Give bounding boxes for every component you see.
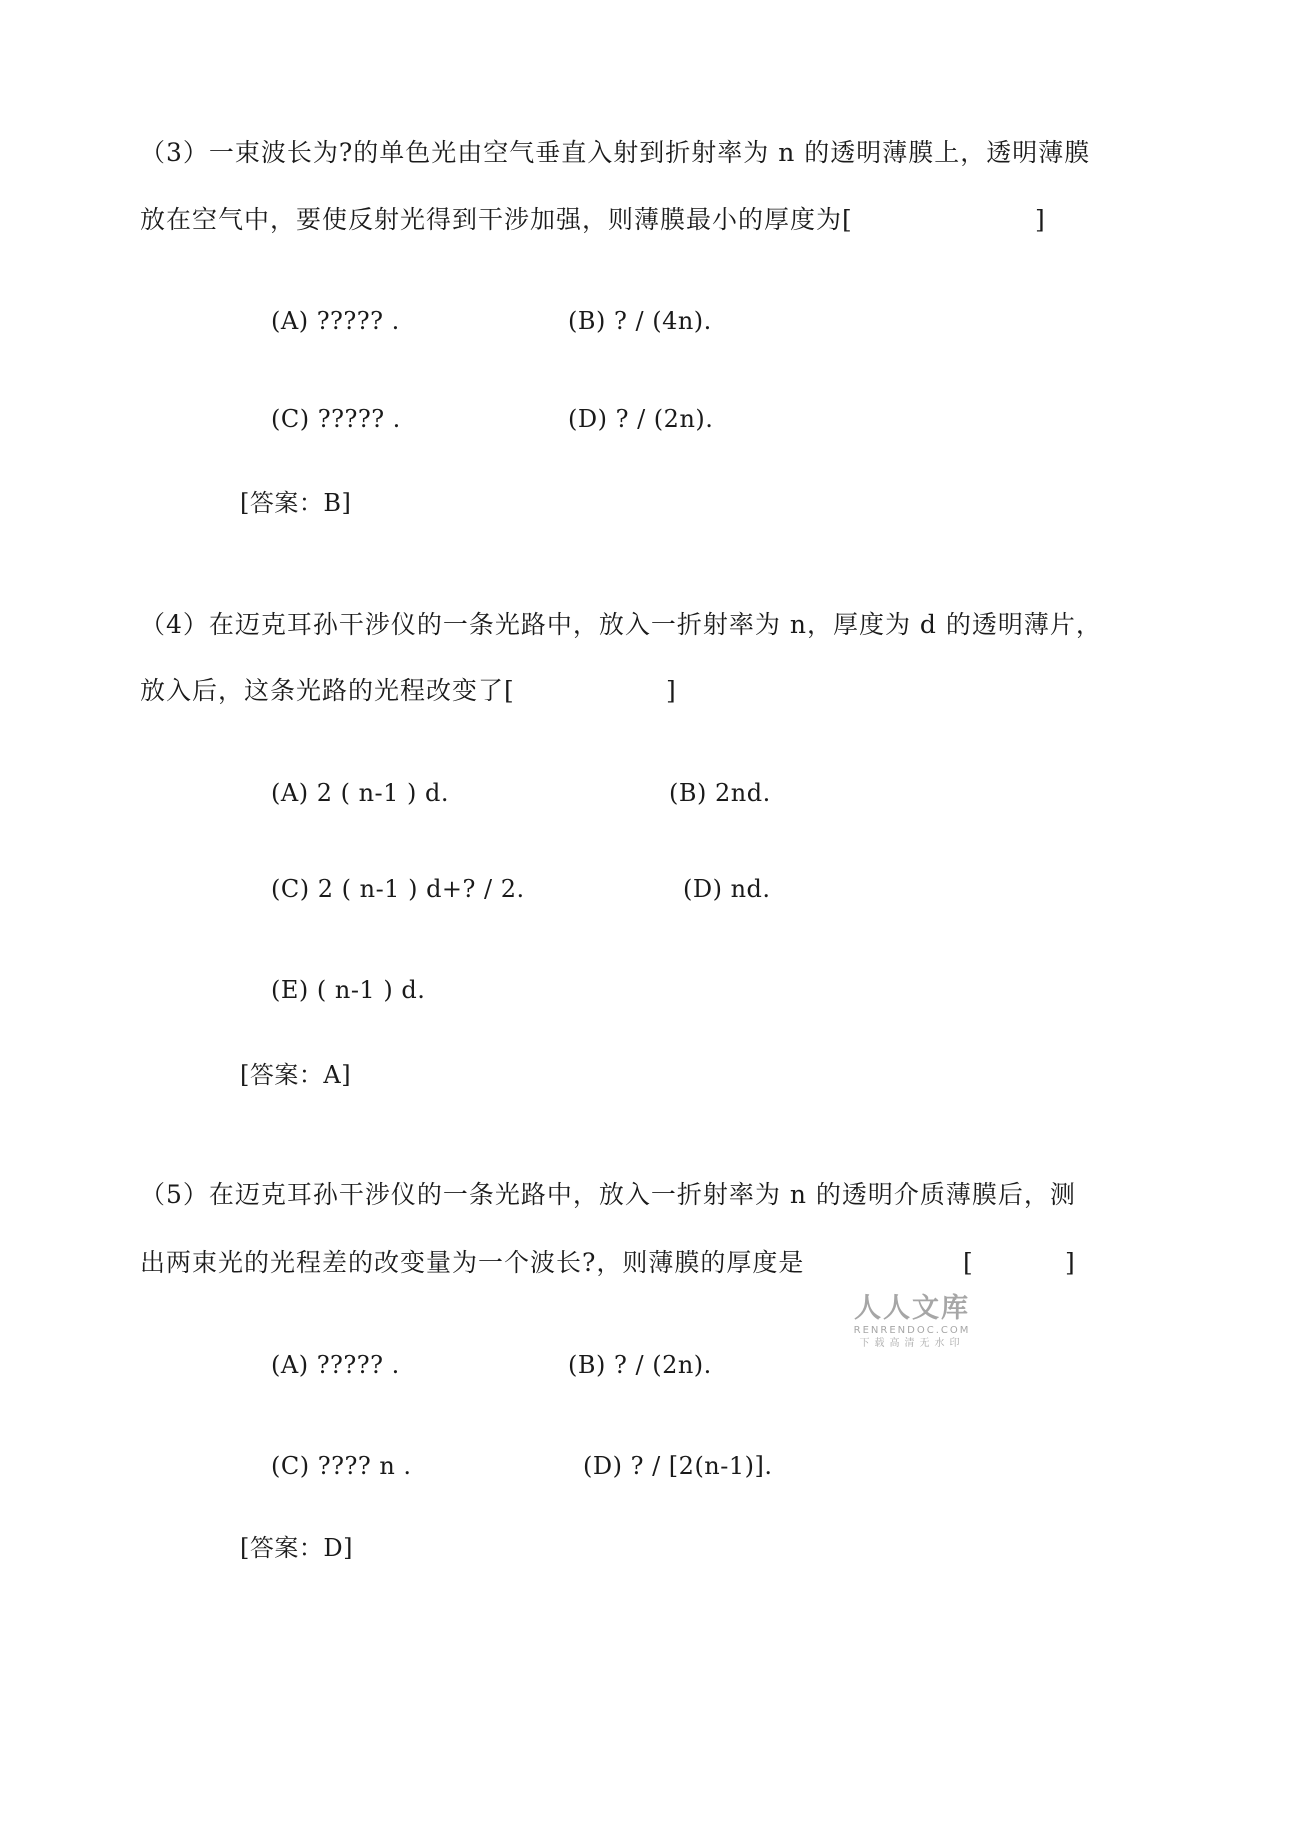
- q5-bracket-open: [: [963, 1248, 973, 1277]
- q5-option-a: (A) ????? .: [271, 1351, 400, 1379]
- q3-line1: （3）一束波长为?的单色光由空气垂直入射到折射率为 n 的透明薄膜上，透明薄膜: [140, 138, 1091, 167]
- q4-option-a: (A) 2 ( n-1 ) d.: [271, 779, 450, 807]
- q3-answer: [答案：B]: [240, 489, 352, 517]
- q5-option-b: (B) ? / (2n).: [568, 1351, 712, 1379]
- q3-option-b: (B) ? / (4n).: [568, 307, 712, 335]
- q4-option-b: (B) 2nd.: [669, 779, 771, 807]
- q3-option-a: (A) ????? .: [271, 307, 400, 335]
- q5-answer: [答案：D]: [240, 1534, 353, 1562]
- q5-option-d: (D) ? / [2(n-1)].: [583, 1452, 773, 1480]
- watermark-title: 人人文库: [854, 1293, 970, 1324]
- watermark-subtitle: 下载高清无水印: [859, 1338, 965, 1349]
- q4-option-e: (E) ( n-1 ) d.: [271, 976, 426, 1004]
- q5-line1: （5）在迈克耳孙干涉仪的一条光路中，放入一折射率为 n 的透明介质薄膜后，测: [140, 1180, 1076, 1209]
- q4-answer: [答案：A]: [240, 1061, 352, 1089]
- q5-line2: 出两束光的光程差的改变量为一个波长?，则薄膜的厚度是: [140, 1248, 805, 1277]
- q5-option-c: (C) ???? n .: [271, 1452, 412, 1480]
- q5-bracket-close: ]: [1065, 1248, 1075, 1277]
- q4-option-c: (C) 2 ( n-1 ) d+? / 2.: [271, 875, 525, 903]
- q4-line1: （4）在迈克耳孙干涉仪的一条光路中，放入一折射率为 n，厚度为 d 的透明薄片，: [140, 610, 1102, 639]
- q3-option-d: (D) ? / (2n).: [568, 405, 714, 433]
- renrendoc-watermark: [842, 1293, 982, 1350]
- q4-line2: 放入后，这条光路的光程改变了[: [140, 676, 515, 705]
- q3-bracket-close: ]: [1035, 205, 1045, 234]
- watermark-url: RENRENDOC.COM: [853, 1325, 971, 1336]
- q4-bracket-close: ]: [666, 676, 676, 705]
- q4-option-d: (D) nd.: [683, 875, 771, 903]
- q3-option-c: (C) ????? .: [271, 405, 401, 433]
- q3-line2: 放在空气中，要使反射光得到干涉加强，则薄膜最小的厚度为[: [140, 205, 853, 234]
